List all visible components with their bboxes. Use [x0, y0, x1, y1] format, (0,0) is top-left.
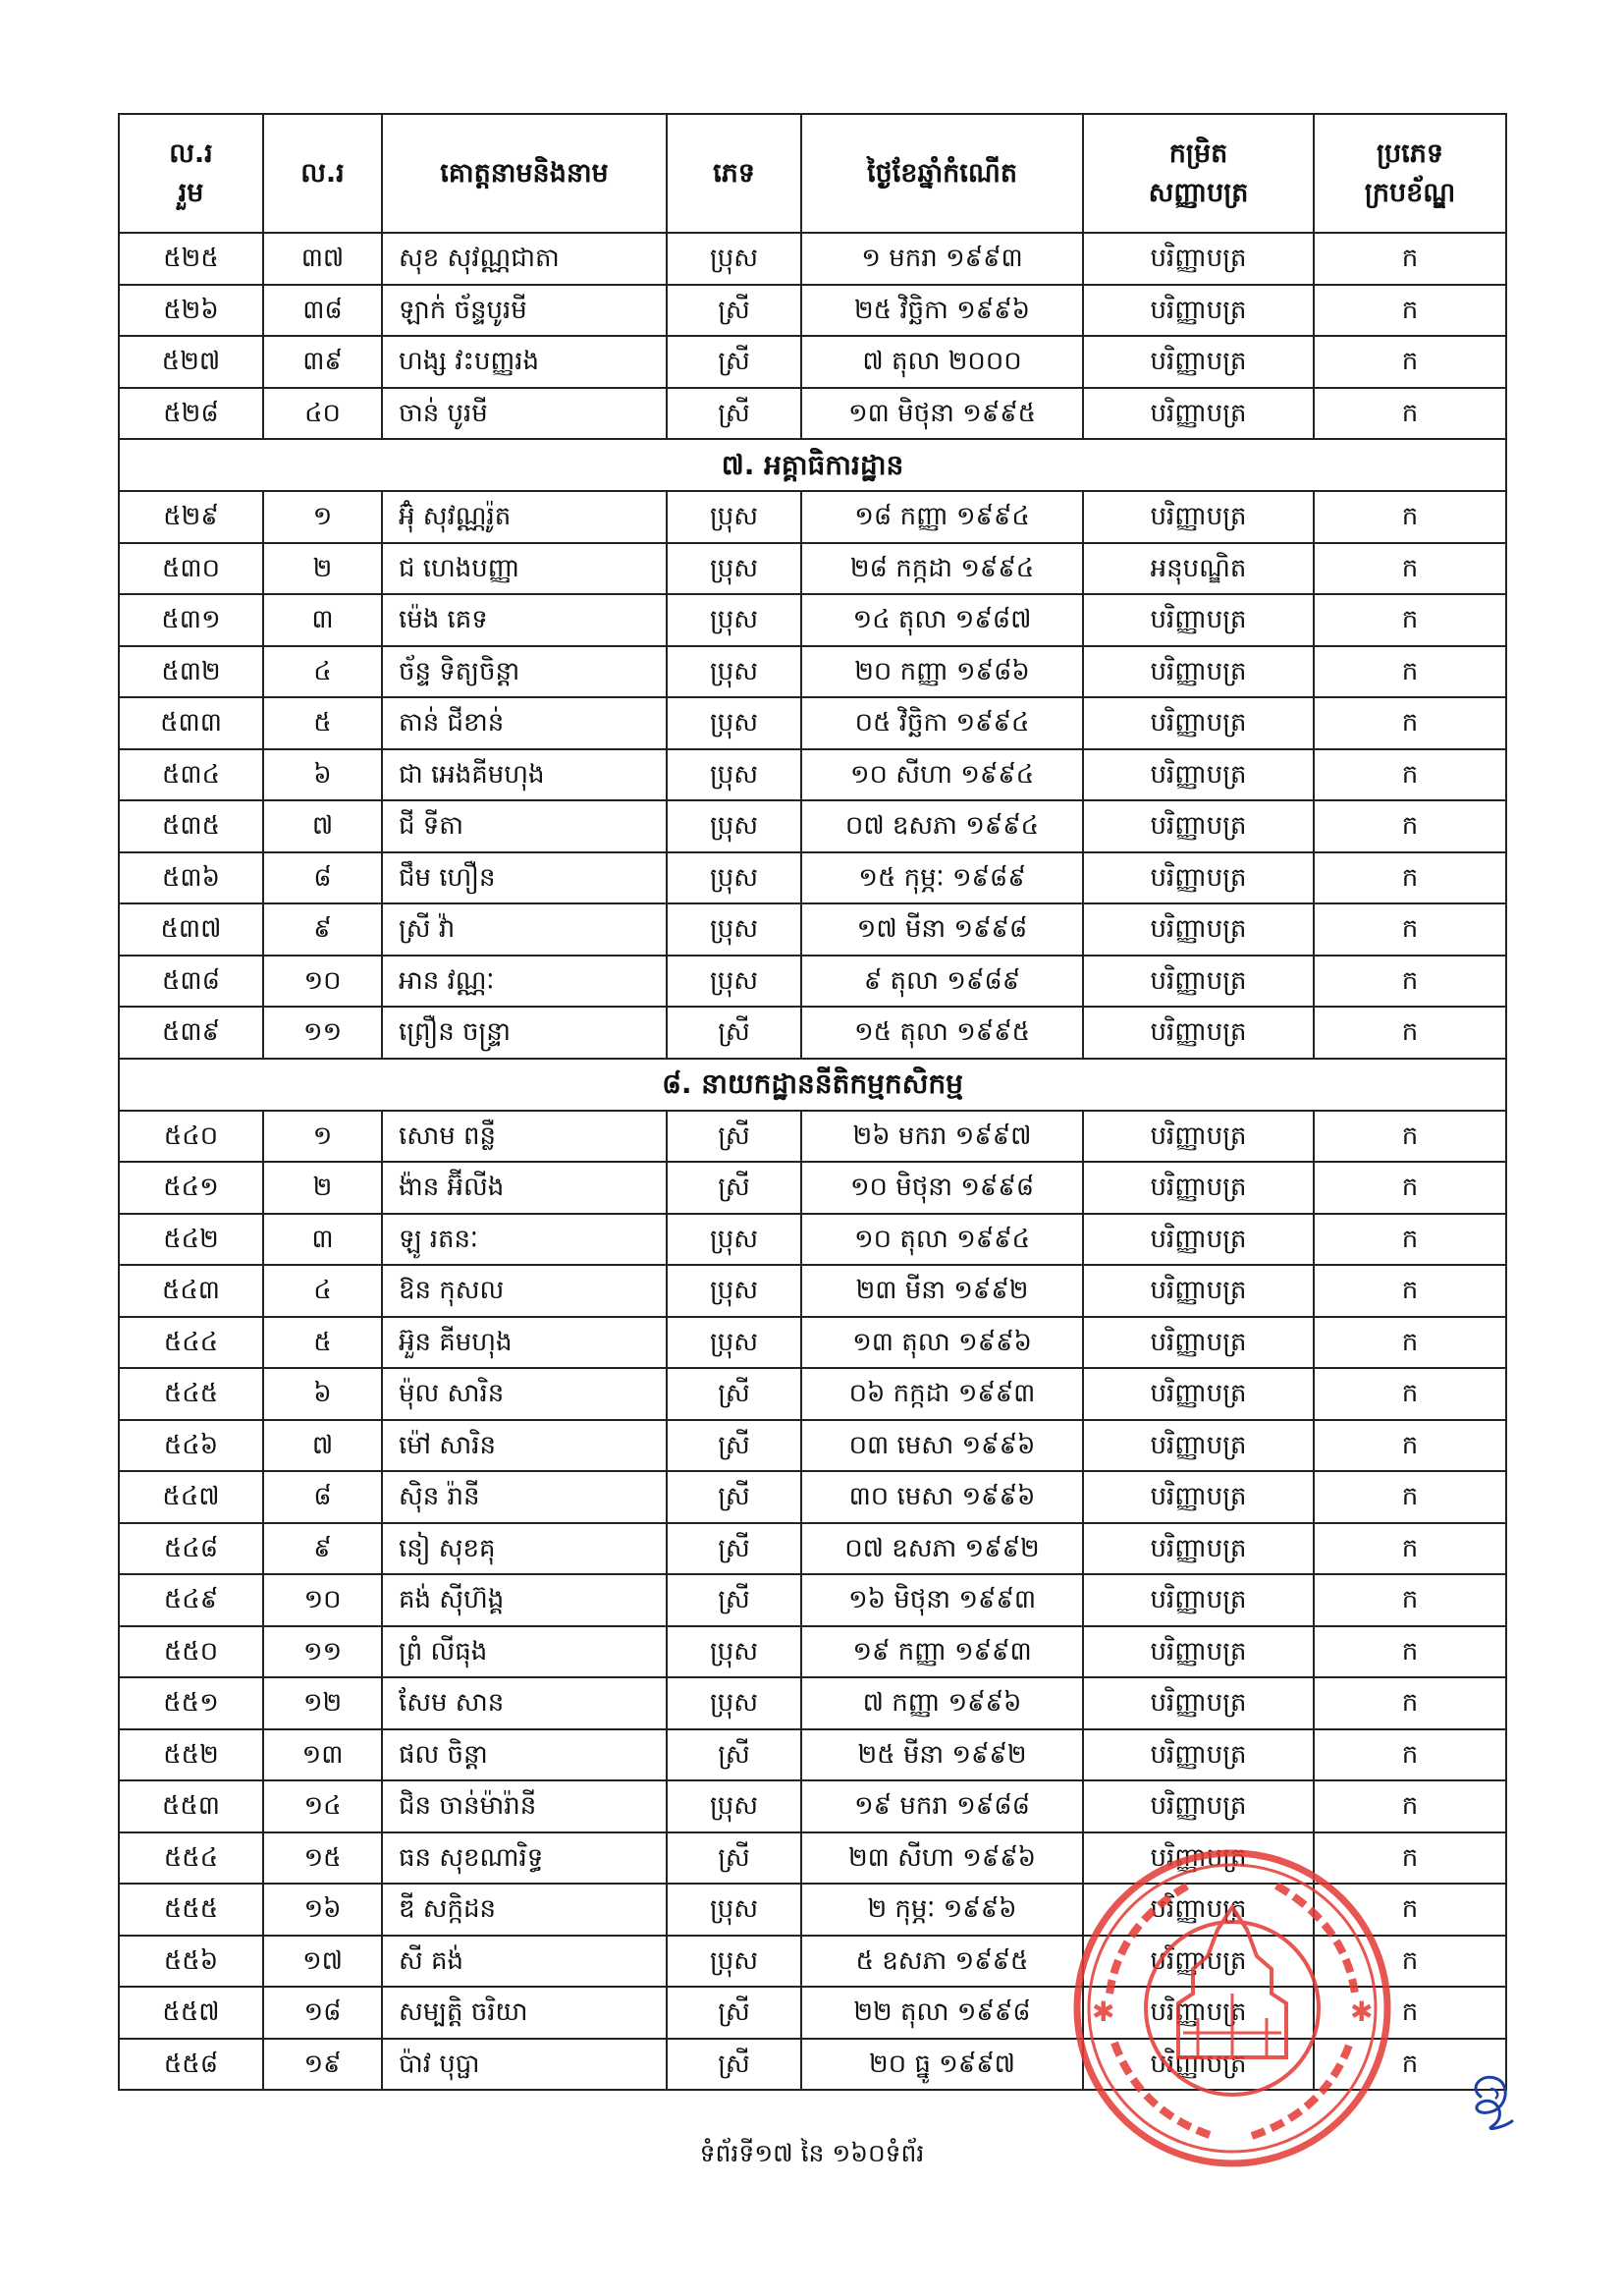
framework-type-cell: ក [1314, 1574, 1506, 1626]
page-number-footer: ទំព័រទី១៧ នៃ ១៦០ទំព័រ [699, 2139, 925, 2167]
framework-type-cell: ក [1314, 1420, 1506, 1472]
gender-cell: ស្រី [667, 1832, 801, 1885]
framework-type-cell: ក [1314, 336, 1506, 388]
overall-no-cell: ៥៤៣ [119, 1265, 263, 1317]
birth-date-cell: ២៣ មីនា ១៩៩២ [801, 1265, 1083, 1317]
degree-level-cell: បរិញ្ញាបត្រ [1083, 1162, 1314, 1214]
birth-date-cell: ០៦ កក្កដា ១៩៩៣ [801, 1368, 1083, 1420]
gender-cell: ប្រុស [667, 1936, 801, 1988]
section-header-row [119, 439, 1506, 491]
no-cell: ៩ [263, 1523, 382, 1575]
no-cell: ៣៨ [263, 285, 382, 337]
no-cell: ១៧ [263, 1936, 382, 1988]
gender-cell: ប្រុស [667, 646, 801, 698]
framework-type-cell: ក [1314, 1780, 1506, 1832]
degree-level-cell: បរិញ្ញាបត្រ [1083, 336, 1314, 388]
framework-type-cell: ក [1314, 285, 1506, 337]
framework-type-cell: ក [1314, 749, 1506, 801]
gender-cell: ស្រី [667, 1574, 801, 1626]
full-name-cell: ហង្ស វះបញ្ញរង [382, 336, 667, 388]
birth-date-cell: ២០ ធ្នូ ១៩៩៧ [801, 2039, 1083, 2091]
gender-cell: ប្រុស [667, 1317, 801, 1369]
gender-cell: ប្រុស [667, 697, 801, 749]
full-name-cell: ធន សុខណារិទ្ធ [382, 1832, 667, 1885]
col-header-gender: ភេទ [667, 114, 801, 233]
overall-no-cell: ៥៣២ [119, 646, 263, 698]
gender-cell: ស្រី [667, 1471, 801, 1523]
framework-type-cell: ក [1314, 1317, 1506, 1369]
birth-date-cell: ៩ តុលា ១៩៨៩ [801, 956, 1083, 1008]
no-cell: ៣៩ [263, 336, 382, 388]
table-row [119, 1214, 1506, 1266]
gender-cell: ស្រី [667, 285, 801, 337]
full-name-cell: ចាន់ បូរមី [382, 388, 667, 440]
gender-cell: ប្រុស [667, 903, 801, 956]
gender-cell: ស្រី [667, 1420, 801, 1472]
degree-level-cell: បរិញ្ញាបត្រ [1083, 1780, 1314, 1832]
table-row [119, 697, 1506, 749]
birth-date-cell: ៥ ឧសភា ១៩៩៥ [801, 1936, 1083, 1988]
degree-level-cell: បរិញ្ញាបត្រ [1083, 2039, 1314, 2091]
degree-level-cell: បរិញ្ញាបត្រ [1083, 233, 1314, 285]
no-cell: ៣ [263, 1214, 382, 1266]
no-cell: ១០ [263, 1574, 382, 1626]
degree-level-cell: បរិញ្ញាបត្រ [1083, 388, 1314, 440]
no-cell: ៣ [263, 594, 382, 646]
table-row [119, 1574, 1506, 1626]
degree-level-cell: បរិញ្ញាបត្រ [1083, 1368, 1314, 1420]
birth-date-cell: ១៥ តុលា ១៩៩៥ [801, 1007, 1083, 1059]
gender-cell: ស្រី [667, 388, 801, 440]
full-name-cell: សី គង់ [382, 1936, 667, 1988]
overall-no-cell: ៥៤១ [119, 1162, 263, 1214]
no-cell: ៥ [263, 1317, 382, 1369]
framework-type-cell: ក [1314, 956, 1506, 1008]
gender-cell: ស្រី [667, 1368, 801, 1420]
gender-cell: ស្រី [667, 1987, 801, 2039]
birth-date-cell: ១៩ កញ្ញា ១៩៩៣ [801, 1626, 1083, 1678]
degree-level-cell: បរិញ្ញាបត្រ [1083, 697, 1314, 749]
birth-date-cell: ២៥ មីនា ១៩៩២ [801, 1729, 1083, 1781]
section-header-row [119, 1059, 1506, 1111]
degree-level-cell: បរិញ្ញាបត្រ [1083, 594, 1314, 646]
gender-cell: ប្រុស [667, 233, 801, 285]
framework-type-cell: ក [1314, 1471, 1506, 1523]
full-name-cell: តាន់ ជីខាន់ [382, 697, 667, 749]
overall-no-cell: ៥៤៥ [119, 1368, 263, 1420]
degree-level-cell: បរិញ្ញាបត្រ [1083, 1471, 1314, 1523]
col-header-overall-no: ល.រ រួម [119, 114, 263, 233]
table-row [119, 491, 1506, 543]
table-row [119, 956, 1506, 1008]
framework-type-cell: ក [1314, 800, 1506, 852]
framework-type-cell: ក [1314, 1523, 1506, 1575]
framework-type-cell: ក [1314, 1111, 1506, 1163]
overall-no-cell: ៥៣៣ [119, 697, 263, 749]
table-header-row [119, 114, 1506, 233]
degree-level-cell: បរិញ្ញាបត្រ [1083, 800, 1314, 852]
table-row [119, 1626, 1506, 1678]
col-header-full-name: គោត្តនាមនិងនាម [382, 114, 667, 233]
full-name-cell: គង់ ស៊ីហ៊ង្គ [382, 1574, 667, 1626]
framework-type-cell: ក [1314, 1832, 1506, 1885]
overall-no-cell: ៥៥៨ [119, 2039, 263, 2091]
framework-type-cell: ក [1314, 1936, 1506, 1988]
birth-date-cell: ១៨ កញ្ញា ១៩៩៤ [801, 491, 1083, 543]
no-cell: ២ [263, 543, 382, 595]
gender-cell: ប្រុស [667, 800, 801, 852]
degree-level-cell: បរិញ្ញាបត្រ [1083, 1677, 1314, 1729]
no-cell: ៣៧ [263, 233, 382, 285]
gender-cell: ស្រី [667, 1729, 801, 1781]
overall-no-cell: ៥៥៦ [119, 1936, 263, 1988]
gender-cell: ប្រុស [667, 491, 801, 543]
birth-date-cell: ១៣ មិថុនា ១៩៩៥ [801, 388, 1083, 440]
degree-level-cell: បរិញ្ញាបត្រ [1083, 285, 1314, 337]
overall-no-cell: ៥៣៥ [119, 800, 263, 852]
no-cell: ១២ [263, 1677, 382, 1729]
no-cell: ១៦ [263, 1884, 382, 1936]
table-row [119, 646, 1506, 698]
table-body [119, 233, 1506, 2090]
table-row [119, 749, 1506, 801]
degree-level-cell: បរិញ្ញាបត្រ [1083, 1987, 1314, 2039]
gender-cell: ស្រី [667, 2039, 801, 2091]
gender-cell: ប្រុស [667, 1626, 801, 1678]
no-cell: ២ [263, 1162, 382, 1214]
table-row [119, 1471, 1506, 1523]
overall-no-cell: ៥២៥ [119, 233, 263, 285]
degree-level-cell: បរិញ្ញាបត្រ [1083, 1832, 1314, 1885]
no-cell: ៤ [263, 1265, 382, 1317]
gender-cell: ស្រី [667, 336, 801, 388]
table-row [119, 1111, 1506, 1163]
degree-level-cell: បរិញ្ញាបត្រ [1083, 1214, 1314, 1266]
degree-level-cell: បរិញ្ញាបត្រ [1083, 1420, 1314, 1472]
birth-date-cell: ២៨ កក្កដា ១៩៩៤ [801, 543, 1083, 595]
birth-date-cell: ២៦ មករា ១៩៩៧ [801, 1111, 1083, 1163]
framework-type-cell: ក [1314, 594, 1506, 646]
overall-no-cell: ៥៤៧ [119, 1471, 263, 1523]
table-row [119, 852, 1506, 904]
table-row [119, 543, 1506, 595]
table-row [119, 1420, 1506, 1472]
overall-no-cell: ៥២៦ [119, 285, 263, 337]
full-name-cell: ជី ទីតា [382, 800, 667, 852]
svg-text:✱: ✱ [1092, 1995, 1115, 2028]
framework-type-cell: ក [1314, 1677, 1506, 1729]
no-cell: ១៣ [263, 1729, 382, 1781]
overall-no-cell: ៥៣៩ [119, 1007, 263, 1059]
degree-level-cell: បរិញ្ញាបត្រ [1083, 1574, 1314, 1626]
degree-level-cell: បរិញ្ញាបត្រ [1083, 1523, 1314, 1575]
framework-type-cell: ក [1314, 1626, 1506, 1678]
framework-type-cell: ក [1314, 1884, 1506, 1936]
gender-cell: ស្រី [667, 1007, 801, 1059]
table-row [119, 1523, 1506, 1575]
birth-date-cell: ១៤ តុលា ១៩៨៧ [801, 594, 1083, 646]
birth-date-cell: ១ មករា ១៩៩៣ [801, 233, 1083, 285]
full-name-cell: ជ ហេងបញ្ញា [382, 543, 667, 595]
overall-no-cell: ៥៣៤ [119, 749, 263, 801]
full-name-cell: ឡាក់ ច័ន្ទបូរមី [382, 285, 667, 337]
table-row [119, 285, 1506, 337]
overall-no-cell: ៥៤៤ [119, 1317, 263, 1369]
birth-date-cell: ២៣ សីហា ១៩៩៦ [801, 1832, 1083, 1885]
overall-no-cell: ៥៥០ [119, 1626, 263, 1678]
gender-cell: ស្រី [667, 1523, 801, 1575]
full-name-cell: សែម សាន [382, 1677, 667, 1729]
no-cell: ១ [263, 491, 382, 543]
full-name-cell: ស្រី វ៉ា [382, 903, 667, 956]
full-name-cell: អ៊ុំ សុវណ្ណរ៉ូត [382, 491, 667, 543]
birth-date-cell: ២០ កញ្ញា ១៩៨៦ [801, 646, 1083, 698]
svg-text:✱: ✱ [1350, 1995, 1374, 2028]
degree-level-cell: បរិញ្ញាបត្រ [1083, 1007, 1314, 1059]
full-name-cell: ព្រឿន ចន្ទ្រា [382, 1007, 667, 1059]
full-name-cell: អ៊ួន គីមហុង [382, 1317, 667, 1369]
full-name-cell: ឱន កុសល [382, 1265, 667, 1317]
overall-no-cell: ៥៣៦ [119, 852, 263, 904]
no-cell: ៦ [263, 1368, 382, 1420]
no-cell: ១០ [263, 956, 382, 1008]
degree-level-cell: បរិញ្ញាបត្រ [1083, 749, 1314, 801]
table-row [119, 1677, 1506, 1729]
overall-no-cell: ៥២៧ [119, 336, 263, 388]
birth-date-cell: ១៣ តុលា ១៩៩៦ [801, 1317, 1083, 1369]
handwritten-signature [1463, 2067, 1522, 2136]
no-cell: ១៥ [263, 1832, 382, 1885]
table-row [119, 1729, 1506, 1781]
no-cell: ១៨ [263, 1987, 382, 2039]
degree-level-cell: បរិញ្ញាបត្រ [1083, 646, 1314, 698]
overall-no-cell: ៥៥៤ [119, 1832, 263, 1885]
degree-level-cell: បរិញ្ញាបត្រ [1083, 1265, 1314, 1317]
birth-date-cell: ១៥ កុម្ភៈ ១៩៨៩ [801, 852, 1083, 904]
gender-cell: ប្រុស [667, 956, 801, 1008]
col-header-degree-level: កម្រិត សញ្ញាបត្រ [1083, 114, 1314, 233]
full-name-cell: សុខ សុវណ្ណជាតា [382, 233, 667, 285]
staff-table [118, 113, 1507, 2091]
framework-type-cell: ក [1314, 2039, 1506, 2091]
full-name-cell: ផល ចិន្តា [382, 1729, 667, 1781]
no-cell: ៨ [263, 1471, 382, 1523]
birth-date-cell: ១០ សីហា ១៩៩៤ [801, 749, 1083, 801]
framework-type-cell: ក [1314, 1987, 1506, 2039]
no-cell: ៦ [263, 749, 382, 801]
table-row [119, 233, 1506, 285]
birth-date-cell: ១០ តុលា ១៩៩៤ [801, 1214, 1083, 1266]
no-cell: ១៤ [263, 1780, 382, 1832]
full-name-cell: ច័ន្ទ ទិត្យចិន្តា [382, 646, 667, 698]
overall-no-cell: ៥២៨ [119, 388, 263, 440]
table-row [119, 1780, 1506, 1832]
overall-no-cell: ៥៣១ [119, 594, 263, 646]
no-cell: ៤ [263, 646, 382, 698]
overall-no-cell: ៥៣០ [119, 543, 263, 595]
framework-type-cell: ក [1314, 1729, 1506, 1781]
overall-no-cell: ៥២៩ [119, 491, 263, 543]
overall-no-cell: ៥៥៧ [119, 1987, 263, 2039]
gender-cell: ស្រី [667, 1162, 801, 1214]
no-cell: ៥ [263, 697, 382, 749]
framework-type-cell: ក [1314, 491, 1506, 543]
col-header-no: ល.រ [263, 114, 382, 233]
gender-cell: ប្រុស [667, 594, 801, 646]
no-cell: ១១ [263, 1626, 382, 1678]
birth-date-cell: ៣០ មេសា ១៩៩៦ [801, 1471, 1083, 1523]
framework-type-cell: ក [1314, 543, 1506, 595]
full-name-cell: នៀ សុខគុ [382, 1523, 667, 1575]
table-row [119, 903, 1506, 956]
table-row [119, 388, 1506, 440]
degree-level-cell: បរិញ្ញាបត្រ [1083, 1884, 1314, 1936]
no-cell: ៤០ [263, 388, 382, 440]
framework-type-cell: ក [1314, 388, 1506, 440]
no-cell: ១ [263, 1111, 382, 1163]
framework-type-cell: ក [1314, 1265, 1506, 1317]
degree-level-cell: បរិញ្ញាបត្រ [1083, 903, 1314, 956]
full-name-cell: ជា អេងគីមហុង [382, 749, 667, 801]
birth-date-cell: ១៧ មីនា ១៩៩៨ [801, 903, 1083, 956]
overall-no-cell: ៥៤៦ [119, 1420, 263, 1472]
framework-type-cell: ក [1314, 1214, 1506, 1266]
birth-date-cell: ១៦ មិថុនា ១៩៩៣ [801, 1574, 1083, 1626]
overall-no-cell: ៥៥៥ [119, 1884, 263, 1936]
full-name-cell: ម៉ៅ សារិន [382, 1420, 667, 1472]
no-cell: ៩ [263, 903, 382, 956]
table-row [119, 800, 1506, 852]
gender-cell: ប្រុស [667, 1884, 801, 1936]
full-name-cell: ជិន ចាន់ម៉ារ៉ានី [382, 1780, 667, 1832]
degree-level-cell: អនុបណ្ឌិត [1083, 543, 1314, 595]
table-row [119, 594, 1506, 646]
overall-no-cell: ៥៣៨ [119, 956, 263, 1008]
table-row [119, 1265, 1506, 1317]
no-cell: ៨ [263, 852, 382, 904]
gender-cell: ប្រុស [667, 543, 801, 595]
birth-date-cell: ៧ កញ្ញា ១៩៩៦ [801, 1677, 1083, 1729]
framework-type-cell: ក [1314, 233, 1506, 285]
gender-cell: ប្រុស [667, 749, 801, 801]
gender-cell: ប្រុស [667, 852, 801, 904]
full-name-cell: ប៉ាវ បុប្ផា [382, 2039, 667, 2091]
degree-level-cell: បរិញ្ញាបត្រ [1083, 852, 1314, 904]
official-seal-stamp [1070, 1846, 1394, 2170]
section-title: ៧. អគ្គាធិការដ្ឋាន [119, 439, 1506, 491]
degree-level-cell: បរិញ្ញាបត្រ [1083, 1317, 1314, 1369]
table-row [119, 1007, 1506, 1059]
overall-no-cell: ៥៤៨ [119, 1523, 263, 1575]
no-cell: ៧ [263, 1420, 382, 1472]
table-row [119, 1368, 1506, 1420]
col-header-birth-date: ថ្ងៃខែឆ្នាំកំណើត [801, 114, 1083, 233]
birth-date-cell: ១០ មិថុនា ១៩៩៨ [801, 1162, 1083, 1214]
full-name-cell: សោម ពន្លឺ [382, 1111, 667, 1163]
table-row [119, 1162, 1506, 1214]
gender-cell: ប្រុស [667, 1265, 801, 1317]
framework-type-cell: ក [1314, 697, 1506, 749]
birth-date-cell: ០៣ មេសា ១៩៩៦ [801, 1420, 1083, 1472]
table-row [119, 1317, 1506, 1369]
overall-no-cell: ៥៥២ [119, 1729, 263, 1781]
full-name-cell: ឡូ រតនៈ [382, 1214, 667, 1266]
no-cell: ៧ [263, 800, 382, 852]
full-name-cell: ជឹម ហឿន [382, 852, 667, 904]
section-title: ៨. នាយកដ្ឋាននីតិកម្មកសិកម្ម [119, 1059, 1506, 1111]
full-name-cell: សម្បត្តិ ចរិយា [382, 1987, 667, 2039]
framework-type-cell: ក [1314, 1368, 1506, 1420]
framework-type-cell: ក [1314, 1007, 1506, 1059]
overall-no-cell: ៥៥១ [119, 1677, 263, 1729]
degree-level-cell: បរិញ្ញាបត្រ [1083, 1936, 1314, 1988]
degree-level-cell: បរិញ្ញាបត្រ [1083, 956, 1314, 1008]
full-name-cell: ម៉េង គេទ [382, 594, 667, 646]
full-name-cell: ឌី សក្កិដន [382, 1884, 667, 1936]
degree-level-cell: បរិញ្ញាបត្រ [1083, 1626, 1314, 1678]
framework-type-cell: ក [1314, 646, 1506, 698]
degree-level-cell: បរិញ្ញាបត្រ [1083, 491, 1314, 543]
gender-cell: ស្រី [667, 1111, 801, 1163]
table-row [119, 336, 1506, 388]
gender-cell: ប្រុស [667, 1677, 801, 1729]
col-header-framework-type: ប្រភេទ ក្របខ័ណ្ឌ [1314, 114, 1506, 233]
full-name-cell: ស៊ិន រ៉ានី [382, 1471, 667, 1523]
gender-cell: ប្រុស [667, 1780, 801, 1832]
framework-type-cell: ក [1314, 1162, 1506, 1214]
birth-date-cell: ១៩ មករា ១៩៨៨ [801, 1780, 1083, 1832]
birth-date-cell: ០៥ វិច្ឆិកា ១៩៩៤ [801, 697, 1083, 749]
degree-level-cell: បរិញ្ញាបត្រ [1083, 1729, 1314, 1781]
full-name-cell: ង៉ាន អ៊ីលីង [382, 1162, 667, 1214]
framework-type-cell: ក [1314, 852, 1506, 904]
no-cell: ១១ [263, 1007, 382, 1059]
no-cell: ១៩ [263, 2039, 382, 2091]
full-name-cell: ព្រំ លីធុង [382, 1626, 667, 1678]
full-name-cell: ម៉ុល សារិន [382, 1368, 667, 1420]
gender-cell: ប្រុស [667, 1214, 801, 1266]
overall-no-cell: ៥៤២ [119, 1214, 263, 1266]
birth-date-cell: ០៧ ឧសភា ១៩៩៤ [801, 800, 1083, 852]
full-name-cell: អាន វណ្ណៈ [382, 956, 667, 1008]
overall-no-cell: ៥៤៩ [119, 1574, 263, 1626]
birth-date-cell: ០៧ ឧសភា ១៩៩២ [801, 1523, 1083, 1575]
framework-type-cell: ក [1314, 903, 1506, 956]
birth-date-cell: ២២ តុលា ១៩៩៨ [801, 1987, 1083, 2039]
degree-level-cell: បរិញ្ញាបត្រ [1083, 1111, 1314, 1163]
overall-no-cell: ៥៣៧ [119, 903, 263, 956]
birth-date-cell: ៧ តុលា ២០០០ [801, 336, 1083, 388]
overall-no-cell: ៥៤០ [119, 1111, 263, 1163]
birth-date-cell: ២៥ វិច្ឆិកា ១៩៩៦ [801, 285, 1083, 337]
birth-date-cell: ២ កុម្ភៈ ១៩៩៦ [801, 1884, 1083, 1936]
overall-no-cell: ៥៥៣ [119, 1780, 263, 1832]
